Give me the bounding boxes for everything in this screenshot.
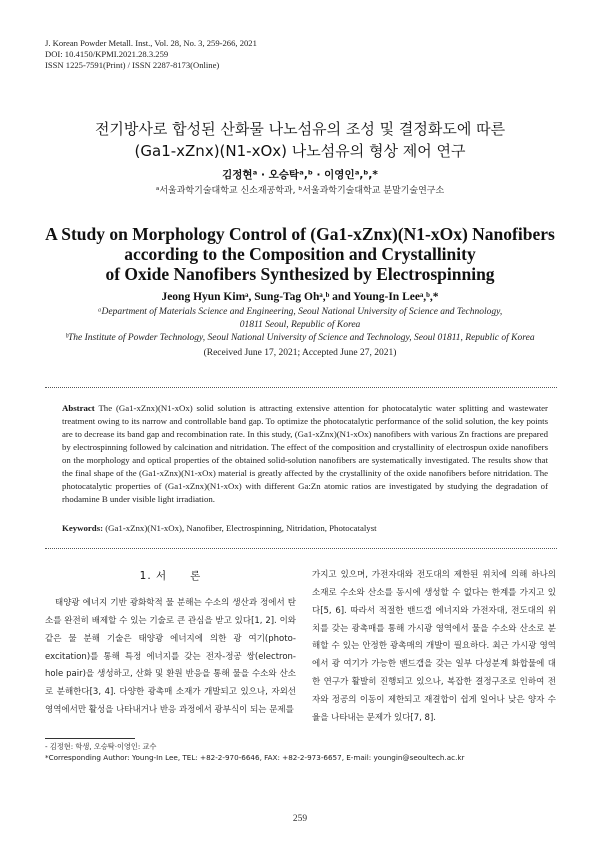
english-title-line-3: of Oxide Nanofibers Synthesized by Electrospinning — [105, 264, 495, 284]
english-affiliation-line-3: ᵇThe Institute of Powder Technology, Seoul National University of Science and Technology, Seoul 01811, Republic of Korea — [65, 333, 535, 343]
journal-citation: J. Korean Powder Metall. Inst., Vol. 28, No. 3, 259-266, 2021 — [45, 38, 257, 48]
body-right-column: 가지고 있으며, 가전자대와 전도대의 제한된 위치에 의해 하나의 소재로 수소와 산소를 동시에 생성할 수 없다는 한계를 가지고 있다[5, 6]. 따라서 적절한 밴드갭 에너지와 가전자대, 전도대의 위치를 갖는 광촉매를 통해 가시광 영역에서 물을 수소와 산소로 분해할 수 있는 안정한 광촉매의 개발이 필요하다. 최근 가시광 영역에서 광 여기가 가능한 밴드갭을 갖는 일부 다성분계 화합물에 대한 연구가 활발히 진행되고 있으나, 복잡한 결정구조로 인하여 전자와 정공의 이동이 제한되고 재결합이 쉽게 일어나 낮은 양자 수율을 나타내는 문제가 있다[7, 8]. — [312, 570, 556, 723]
english-title-line-1: A Study on Morphology Control of (Ga1-xZnx)(N1-xOx) Nanofibers — [45, 224, 555, 244]
footnote-corresponding-author: *Corresponding Author: Young-In Lee, TEL: +82-2-970-6646, FAX: +82-2-973-6657, E-mail: youngin@seoultech.ac.kr — [45, 753, 465, 762]
english-affiliation-line-1: ᵃDepartment of Materials Science and Engineering, Seoul National University of Science and Technology, — [97, 307, 503, 317]
page-number: 259 — [292, 814, 308, 824]
doi: DOI: 10.4150/KPMI.2021.28.3.259 — [45, 49, 169, 59]
divider-top — [45, 387, 557, 388]
abstract-label: Abstract — [62, 403, 95, 413]
english-authors: Jeong Hyun Kimᵃ, Sung-Tag Ohᵃ,ᵇ and Young-In Leeᵃ,ᵇ,* — [161, 291, 439, 303]
english-affiliation-line-2: 01811 Seoul, Republic of Korea — [239, 320, 361, 330]
abstract — [62, 402, 548, 506]
received-dates: (Received June 17, 2021; Accepted June 27, 2021) — [203, 348, 397, 358]
divider-bottom — [45, 548, 557, 549]
korean-title-line-1: 전기방사로 합성된 산화물 나노섬유의 조성 및 결정화도에 따른 — [94, 120, 506, 138]
keywords-text: (Ga1-xZnx)(N1-xOx), Nanofiber, Electrospinning, Nitridation, Photocatalyst — [105, 523, 377, 533]
body-left-column: 태양광 에너지 기반 광화학적 물 분해는 수소의 생산과 정에서 탄소를 완전히 배제할 수 있는 기술로 큰 관심을 받고 있다[1, 2]. 이와 같은 물 분해 기술은 태양광 에너지에 의한 광 여기(photo-excitation)를 통해 특정 에너지를 갖는 전자-정공 쌍(electron-hole pair)을 생성하고, 산화 및 환원 반응을 통해 물을 수소와 산소로 분해한다[3, 4]. 다양한 광촉매 소재가 개발되고 있으나, 자외선 영역에서만 활성을 나타내거나 반응 과정에서 광부식이 되는 문제를 — [45, 598, 296, 716]
issn: ISSN 1225-7591(Print) / ISSN 2287-8173(Online) — [45, 60, 220, 70]
keywords-label: Keywords: — [62, 523, 104, 533]
korean-affiliation: ᵃ서울과학기술대학교 신소재공학과, ᵇ서울과학기술대학교 분말기술연구소 — [155, 186, 445, 196]
korean-title-line-2: (Ga1-xZnx)(N1-xOx) 나노섬유의 형상 제어 연구 — [134, 142, 466, 160]
english-title-line-2: according to the Composition and Crystallinity — [124, 244, 476, 264]
journal-header — [45, 38, 257, 71]
footnote-author-roles: - 김정현: 학생, 오승탁·이영인: 교수 — [45, 742, 157, 751]
korean-authors: 김정현ᵃ · 오승탁ᵃ,ᵇ · 이영인ᵃ,ᵇ,* — [222, 169, 378, 181]
keywords — [62, 523, 548, 533]
footnote-rule — [45, 738, 135, 739]
abstract-text: The (Ga1-xZnx)(N1-xOx) solid solution is attracting extensive attention for photocatalytic water splitting and wastewater treatment owing to its narrow and controllable band gap. To optimize the photocatalytic performance of the solid solution, the key points are to decrease its band gap and recombination rate. In this study, (Ga1-xZnx)(N1-xOx) nanofibers with various Zn fractions are prepared by electrospinning followed by calcination and nitridation. The effect of the composition and crystallinity of electrospun oxide nanofibers on the morphology and optical properties of the obtained solid-solution nanofibers are systematically investigated. The results show that the final shape of the (Ga1-xZnx)(N1-xOx) material is greatly affected by the crystallinity of the oxide nanofibers before nitridation. The photocatalytic properties of (Ga1-xZnx)(N1-xOx) with different Ga:Zn atomic ratios are investigated by studying the degradation of rhodamine B under visible light irradiation. — [62, 403, 548, 505]
section-heading-introduction: 1. 서 론 — [139, 570, 202, 582]
